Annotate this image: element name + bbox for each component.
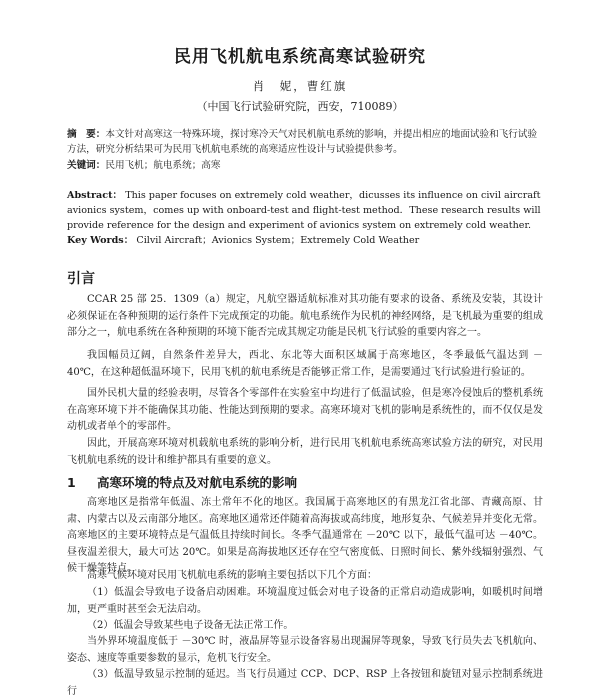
section-1-paragraph-2: 高寒气候环境对民用飞机航电系统的影响主要包括以下几个方面： [87, 570, 377, 581]
abstract-en-text: This paper focuses on extremely cold weather，dicusses its influence on civil aircraft avionics system，comes up with onboard-test and flight-test method．These research results will provide reference for the design and experiment of avionics system on extremely cold weather. [67, 190, 541, 231]
list-item-3: （3）低温导致显示控制的延迟。当飞行员通过 CCP、DCP、RSP 上各按钮和旋钮对显示控制系统进行 [67, 669, 543, 697]
intro-paragraph-1: CCAR 25 部 25．1309（a）规定，凡航空器适航标准对其功能有要求的设备、系统及安装，其设计必须保证在各种预期的运行条件下完成预定的功能。航电系统作为民机的神经网络，是飞机最为重要的组成部分之一，航电系统在各种预期的环境下能否完成其规定功能是民机飞行试验的重要内容之一。 [67, 294, 543, 338]
section-1-number: 1 [67, 475, 76, 490]
abstract-en-label: Abstract： [67, 190, 123, 201]
section-1-heading [67, 473, 297, 491]
intro-heading: 引言 [67, 271, 95, 287]
section-1-paragraph-1: 高寒地区是指常年低温、冻土常年不化的地区。我国属于高寒地区的有黑龙江省北部、青藏高原、甘肃、内蒙古以及云南部分地区。高寒地区通常还伴随着高海拔或高纬度，地形复杂、气候差异并变化无常。高寒地区的主要环境特点是气温低且持续时间长。冬季气温通常在 －20℃ 以下，最低气温可达 －40℃。昼夜温差很大，最大可达 20℃。如果是高海拔地区还存在空气密度低、日照时间长、紫外线辐射强烈、气候干燥等特点。 [67, 497, 543, 574]
abstract-en [67, 188, 543, 233]
list-item-2: （2）低温会导致某些电子设备无法正常工作。 [87, 620, 294, 631]
intro-paragraph-3: 国外民机大量的经验表明，尽管各个零部件在实验室中均进行了低温试验，但是寒冷侵蚀后的整机系统在高寒环境下并不能确保其功能、性能达到预期的要求。高寒环境对飞机的影响是系统性的，而不仅仅是发动机或者单个的零部件。 [67, 388, 543, 432]
intro-paragraph-4: 因此，开展高寒环境对机载航电系统的影响分析，进行民用飞机航电系统高寒试验方法的研究，对民用飞机航电系统的设计和维护都具有重要的意义。 [67, 438, 543, 466]
keywords-cn-label: 关键词： [67, 160, 106, 171]
keywords-cn-text: 民用飞机；航电系统；高寒 [105, 160, 221, 171]
intro-paragraph-2: 我国幅员辽阔，自然条件差异大，西北、东北等大面积区域属于高寒地区，冬季最低气温达到 －40℃，在这种超低温环境下，民用飞机的航电系统是否能够正常工作，是需要通过飞行试验进行验证的。 [67, 350, 543, 378]
abstract-cn-text: 本文针对高寒这一特殊环境，探讨寒冷天气对民机航电系统的影响，并提出相应的地面试验和飞行试验方法，研究分析结果可为民用飞机航电系统的高寒适应性设计与试验提供参考。 [67, 129, 538, 155]
abstract-cn-label: 摘 要： [67, 129, 106, 140]
abstract-cn [67, 127, 543, 157]
paper-authors: 肖 妮，曹红旗 [252, 79, 348, 93]
paper-title: 民用飞机航电系统高寒试验研究 [174, 47, 426, 67]
list-item-2-detail: 当外界环境温度低于 －30℃ 时，液晶屏等显示设备容易出现漏屏等现象，导致飞行员失去飞机航向、姿态、速度等重要参数的显示，危机飞行安全。 [67, 636, 543, 664]
list-item-1: （1）低温会导致电子设备启动困难。环境温度过低会对电子设备的正常启动造成影响，如暖机时间增加，更严重时甚至会无法启动。 [67, 587, 543, 615]
paper-affiliation: （中国飞行试验研究院，西安，710089） [196, 100, 404, 113]
keywords-en-text: Cilvil Aircraft；Avionics System；Extremely Cold Weather [136, 235, 420, 246]
keywords-cn [67, 158, 543, 173]
section-1-title: 高寒环境的特点及对航电系统的影响 [97, 475, 298, 490]
keywords-en-label: Key Words： [67, 235, 134, 246]
keywords-en [67, 233, 543, 248]
